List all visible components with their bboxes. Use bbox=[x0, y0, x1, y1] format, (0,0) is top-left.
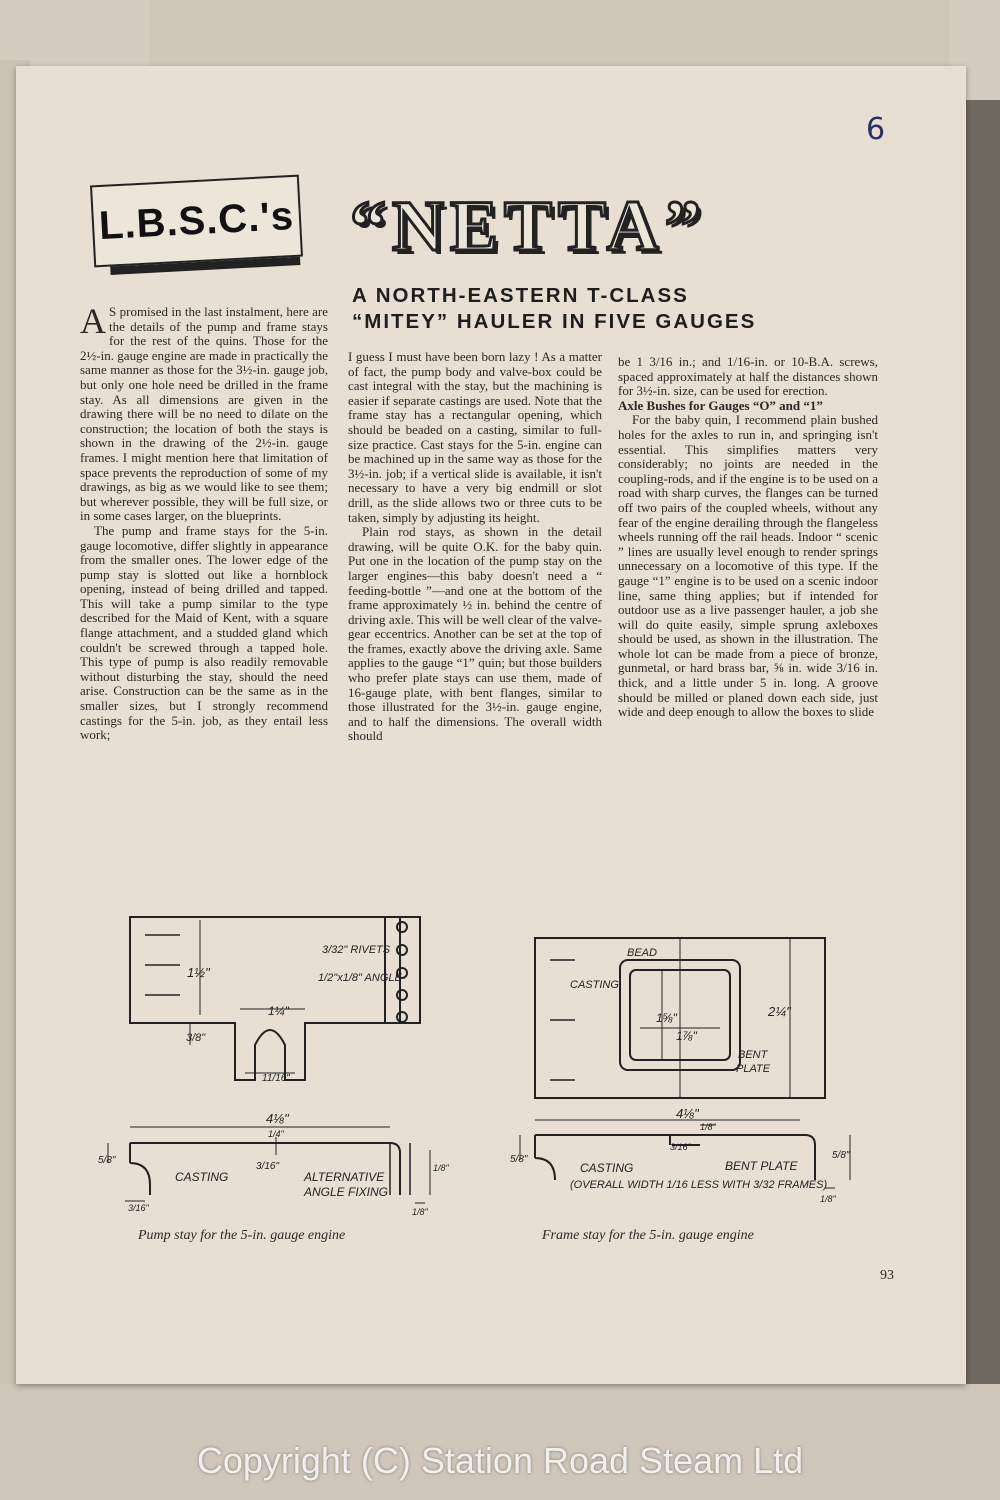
label-overall-width: 4⅛" bbox=[266, 1111, 289, 1126]
article-title: “NETTA” bbox=[350, 185, 707, 266]
label-overall-width: 4⅛" bbox=[676, 1106, 699, 1121]
paragraph: S promised in the last instalment, here are the details of the pump and frame stays for the rest of the quins. Those for the 2½-in. gauge engine are made in practically the same manner as those for the 3½-in. gauge job, but only one hole need be drilled in the frame stay. As all dimensions are given in the drawing there will be no need to dilate on the construction; the location of both the stays is shown in the drawing of the 2½-in. gauge frames. I might mention here that limitation of space prevents the reproduction of some of my drawings, as big as we would like to see them; but wherever possible, they will be full size, or in some cases larger, on the blueprints. bbox=[80, 304, 328, 524]
text-column-3 bbox=[618, 355, 878, 720]
label-foot: 3/16" bbox=[128, 1203, 149, 1213]
series-logo: L.B.S.C.'s bbox=[90, 175, 303, 268]
article-subtitle bbox=[352, 283, 812, 335]
label-opening-height: 1⅝" bbox=[656, 1011, 677, 1025]
section-heading: Axle Bushes for Gauges “O” and “1” bbox=[618, 397, 823, 413]
label-slot-depth: 3/8" bbox=[186, 1032, 206, 1044]
label-right-height: 5/8" bbox=[832, 1150, 850, 1161]
frame-stay-caption: Frame stay for the 5-in. gauge engine bbox=[542, 1228, 754, 1243]
drop-cap: A bbox=[80, 301, 106, 341]
paragraph: I guess I must have been born lazy ! As a matter of fact, the pump body and valve-box could be cast integral with the stay, but the machining is easier if separate castings are used. Note that the frame stay has a rectangular opening, which should be beaded on a casting, similar to full-size practice. Cast stays for the 5-in. engine can be machined up in the same way as those for the 3½-in. job; if a vertical slide is available, it isn't necessary to have a very big endmill or slot drill, as the slide allows two or three cuts to be taken, simply by adjusting its height. bbox=[348, 349, 602, 525]
label-bent: BENT bbox=[738, 1049, 768, 1061]
label-casting: CASTING bbox=[175, 1170, 229, 1184]
label-small-1: 1/8" bbox=[700, 1122, 716, 1132]
label-angle: 1/2"x1/8" ANGLE bbox=[318, 972, 402, 984]
label-width-top: 1¼" bbox=[268, 1004, 289, 1018]
page-number: 93 bbox=[880, 1268, 894, 1283]
text-column-2 bbox=[348, 350, 602, 744]
paragraph: Plain rod stays, as shown in the detail drawing, will be quite O.K. for the baby quin. Put one in the location of the pump stay on the larger engines—this baby doesn't need a “ feeding-bottle ”—and one at the bottom of the frame approximately ½ in. behind the centre of driving axle. This will be well clear of the valve-gear eccentrics. Another can be set at the top of the frames, exactly above the driving axle. Same applies to the gauge “1” quin; but those builders who prefer plate stays can use them, made of 16-gauge plate, with bent flanges, similar to those illustrated for the 3½-in. gauge engine, and to half the dimensions. The overall width should bbox=[348, 524, 602, 744]
label-angle-fixing: ANGLE FIXING bbox=[304, 1185, 389, 1199]
pump-stay-caption: Pump stay for the 5-in. gauge engine bbox=[138, 1228, 346, 1243]
subtitle-line-1: A NORTH-EASTERN T-CLASS bbox=[352, 284, 689, 307]
paragraph: be 1 3/16 in.; and 1/16-in. or 10-B.A. screws, spaced approximately at half the distances shown for 3½-in. size, can be used for erection. bbox=[618, 354, 878, 399]
label-small-3: 5/8" bbox=[510, 1154, 528, 1165]
label-small-1: 1/4" bbox=[268, 1129, 284, 1139]
label-alternative: ALTERNATIVE bbox=[304, 1170, 385, 1184]
paragraph: For the baby quin, I recommend plain bushed holes for the axles to run in, and springing isn't essential. This simplifies matters very considerably; no joints are needed in the coupling-rods, and if the engine is to be used on a road with sharp curves, the flanges can be turned off two pairs of the coupled wheels, without any fear of the engine derailing through the flangeless wheels running off the rail heads. Indoor “ scenic ” lines are usually level enough to render springs unnecessary on a locomotive of this type. If the gauge “1” engine is to be used on a scenic indoor line, same thing applies; but if intended for outdoor use as a live passenger hauler, a job she will do quite easily, simple sprung axleboxes should be used, as shown in the illustration. The whole lot can be made from a piece of bronze, gunmetal, or hard brass bar, ⅝ in. wide 3/16 in. thick, and a little under 5 in. long. A groove should be milled or planed down each side, just wide and deep enough to allow the boxes to slide bbox=[618, 412, 878, 720]
subtitle-line-2: “MITEY” HAULER IN FIVE GAUGES bbox=[352, 310, 757, 333]
frame-stay-drawing bbox=[500, 930, 870, 1220]
pump-stay-drawing bbox=[90, 905, 450, 1220]
handwritten-page-number: 6 bbox=[866, 112, 886, 147]
label-small-3: 1/8" bbox=[412, 1207, 428, 1217]
label-plate: PLATE bbox=[736, 1063, 771, 1075]
label-flange-height: 5/8" bbox=[98, 1155, 116, 1166]
label-casting: CASTING bbox=[570, 979, 619, 991]
label-opening-width: 1⅞" bbox=[676, 1029, 697, 1043]
label-height: 1½" bbox=[187, 965, 210, 980]
label-rivets: 3/32" RIVETS bbox=[322, 944, 391, 956]
copyright-watermark: Copyright (C) Station Road Steam Ltd bbox=[196, 1440, 804, 1481]
paragraph: The pump and frame stays for the 5-in. gauge locomotive, differ slightly in appearance from the smaller ones. The lower edge of the pump stay is slotted out like a hornblock opening, instead of being drilled and tapped. This will take a pump similar to the type described for the Maid of Kent, with a square flange attachment, and a studded gland which couldn't be screwed through a tapped hole. This type of pump is also readily removable without disturbing the stay, should the need arise. Construction can be the same as in the smaller sizes, but I strongly recommend castings for the 5-in. job, as they entail less work; bbox=[80, 522, 328, 743]
label-casting-2: CASTING bbox=[580, 1161, 634, 1175]
label-slot-width: 11/16" bbox=[262, 1073, 290, 1084]
text-column-1 bbox=[80, 301, 328, 743]
label-foot: 1/8" bbox=[820, 1194, 836, 1204]
label-height: 2¼" bbox=[768, 1004, 791, 1019]
label-note: (OVERALL WIDTH 1/16 LESS WITH 3/32 FRAMES) bbox=[570, 1179, 828, 1191]
label-bent-plate: BENT PLATE bbox=[725, 1159, 798, 1173]
label-bead: BEAD bbox=[627, 947, 657, 959]
label-thickness: 3/16" bbox=[256, 1161, 280, 1172]
label-small-2: 1/8" bbox=[433, 1163, 449, 1173]
label-small-2: 3/16" bbox=[670, 1142, 691, 1152]
